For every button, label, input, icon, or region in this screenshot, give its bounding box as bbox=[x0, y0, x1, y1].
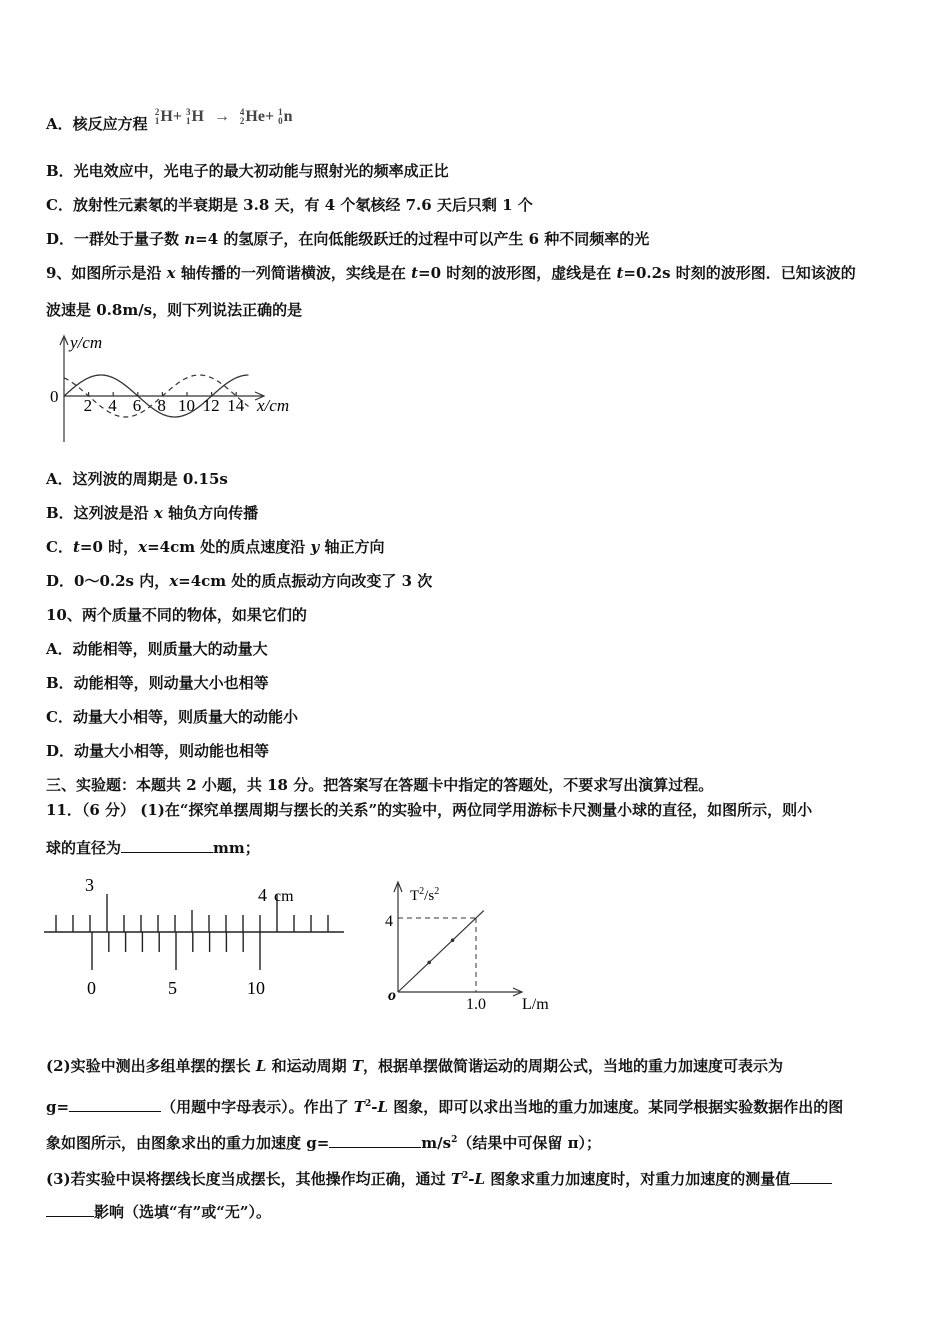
t2l-y-label-sup2: 2 bbox=[434, 886, 440, 897]
q9-var-t: t bbox=[411, 264, 419, 282]
q9-c-text: =0 时， bbox=[79, 538, 139, 556]
q11-p3-text: (3)若实验中误将摆线长度当成摆长，其他操作均正确，通过 bbox=[46, 1170, 451, 1188]
q9-option-d bbox=[46, 571, 432, 591]
vernier-caliper bbox=[44, 872, 354, 1002]
q9-b-text: B．这列波是沿 bbox=[46, 504, 154, 522]
q11-p2-unit: m/s bbox=[421, 1134, 452, 1152]
t2l-data-point bbox=[427, 961, 431, 965]
q11-p2-unit-sup: 2 bbox=[451, 1135, 458, 1145]
q9-text: =0.2s 时刻的波形图．已知该波的 bbox=[623, 264, 856, 282]
wave-x-tick-label: 10 bbox=[178, 396, 195, 415]
q8-option-c: C．放射性元素氡的半衰期是 3.8 天，有 4 个氡核经 7.6 天后只剩 1 个 bbox=[46, 196, 533, 214]
q8-option-a-label: A．核反应方程 bbox=[46, 115, 148, 133]
h2-charge: 1 bbox=[154, 116, 160, 127]
wave-x-label: x/cm bbox=[257, 396, 290, 415]
q9-c-var-t: t bbox=[72, 538, 80, 556]
plus-sign: + bbox=[172, 108, 182, 125]
q9-c-text: 轴正方向 bbox=[319, 538, 385, 556]
vernier-5: 5 bbox=[168, 978, 177, 998]
wave-x-tick-label: 8 bbox=[157, 396, 166, 415]
q11-p2-text: 和运动周期 bbox=[266, 1057, 352, 1075]
reaction-arrow: → bbox=[213, 108, 230, 125]
q9-var-t: t bbox=[616, 264, 624, 282]
plus-sign-2: + bbox=[264, 108, 275, 125]
nuclear-equation bbox=[155, 108, 293, 125]
q11-p3-text: 影响（选填“有”或“无”）。 bbox=[94, 1203, 272, 1221]
h3-symbol: H bbox=[191, 108, 204, 125]
wave-x-tick-label: 4 bbox=[108, 396, 117, 415]
q9-c-var-y: y bbox=[310, 538, 320, 556]
answer-blank-effect-part2[interactable] bbox=[46, 1202, 94, 1217]
main-scale-3: 3 bbox=[85, 875, 94, 895]
wave-x-tick-label: 12 bbox=[202, 396, 220, 415]
t2l-y-label-sup1: 2 bbox=[419, 886, 425, 897]
q9-option-a: A．这列波的周期是 0.15s bbox=[46, 470, 228, 488]
t2l-y-label bbox=[410, 886, 439, 904]
q11-p3-dash: - bbox=[468, 1170, 475, 1188]
q11-part2-line1 bbox=[46, 1056, 783, 1076]
t2l-data-line bbox=[398, 911, 484, 992]
q11-stem-line1: 11．（6 分） (1)在“探究单摆周期与摆长的关系”的实验中，两位同学用游标卡尺测量小球的直径，如图所示，则小 bbox=[46, 801, 813, 819]
he-mass: 4 bbox=[239, 107, 245, 118]
q8-d-text-2: =4 的氢原子，在向低能级跃迁的过程中可以产生 6 种不同频率的光 bbox=[195, 230, 650, 248]
vernier-0: 0 bbox=[87, 978, 96, 998]
main-scale-4: 4 bbox=[258, 885, 267, 905]
q11-p2-sup: 2 bbox=[364, 1099, 372, 1109]
q11-p2-var-T: T bbox=[351, 1057, 364, 1075]
q11-p2-text: （用题中字母表示）。作出了 bbox=[161, 1098, 354, 1116]
he-charge: 2 bbox=[239, 116, 245, 127]
q9-b-text-2: 轴负方向传播 bbox=[162, 504, 259, 522]
vernier-10: 10 bbox=[247, 978, 265, 998]
q9-stem-line1 bbox=[46, 263, 856, 283]
q11-p2-text: 图象，即可以求出当地的重力加速度。某同学根据实验数据作出的图 bbox=[388, 1098, 844, 1116]
t2l-origin: o bbox=[388, 987, 396, 1004]
q11-p2-var-L: L bbox=[377, 1098, 389, 1116]
main-scale-unit: cm bbox=[274, 888, 294, 905]
q9-b-var: x bbox=[153, 504, 163, 522]
q11-part2-line2 bbox=[46, 1094, 843, 1117]
q9-stem-line2: 波速是 0.8m/s，则下列说法正确的是 bbox=[46, 301, 303, 319]
q11-p2-text: ，根据单摆做简谐运动的周期公式，当地的重力加速度可表示为 bbox=[363, 1057, 784, 1075]
q9-d-text-2: =4cm 处的质点振动方向改变了 3 次 bbox=[178, 572, 433, 590]
q8-option-b: B．光电效应中，光电子的最大初动能与照射光的频率成正比 bbox=[46, 162, 449, 180]
h2-mass: 2 bbox=[154, 107, 160, 118]
q10-option-a: A．动能相等，则质量大的动量大 bbox=[46, 640, 268, 658]
answer-blank-g-formula[interactable] bbox=[69, 1097, 161, 1112]
t2l-x-value: 1.0 bbox=[466, 996, 486, 1013]
q8-option-a bbox=[46, 107, 293, 135]
q11-p3-var-T: T bbox=[450, 1170, 463, 1188]
q11-p3-text: 图象求重力加速度时，对重力加速度的测量值 bbox=[485, 1170, 791, 1188]
n-symbol: n bbox=[283, 108, 293, 125]
wave-origin: 0 bbox=[50, 387, 59, 406]
q11-part3-line1 bbox=[46, 1166, 832, 1189]
answer-blank-effect-part1[interactable] bbox=[790, 1169, 832, 1184]
h2-symbol: H bbox=[160, 108, 173, 125]
n-mass: 1 bbox=[278, 107, 283, 118]
answer-blank-g-value[interactable] bbox=[329, 1133, 421, 1148]
t2l-y-label-s: /s bbox=[424, 888, 435, 904]
q11-p2-var-L: L bbox=[255, 1057, 267, 1075]
q9-text: 轴传播的一列简谐横波，实线是在 bbox=[175, 264, 412, 282]
q10-option-b: B．动能相等，则动量大小也相等 bbox=[46, 674, 269, 692]
q8-option-d bbox=[46, 229, 649, 249]
q9-text: 9、如图所示是沿 bbox=[46, 264, 167, 282]
q10-option-c: C．动量大小相等，则质量大的动能小 bbox=[46, 708, 298, 726]
wave-chart bbox=[44, 330, 314, 450]
wave-y-label: y/cm bbox=[70, 333, 103, 352]
q9-var-x: x bbox=[166, 264, 176, 282]
q11-p2-text: g= bbox=[46, 1098, 70, 1116]
q8-d-var: n bbox=[184, 230, 196, 248]
q9-option-c bbox=[46, 537, 385, 557]
q11-stem-line2 bbox=[46, 838, 260, 858]
q11-part3-line2 bbox=[46, 1202, 271, 1222]
q11-p3-var-L: L bbox=[474, 1170, 486, 1188]
t2-l-chart bbox=[382, 876, 562, 1016]
q9-c-var-x: x bbox=[138, 538, 148, 556]
q11-p2-text: 象如图所示，由图象求出的重力加速度 g= bbox=[46, 1134, 330, 1152]
q9-option-b bbox=[46, 503, 258, 523]
q10-option-d: D．动量大小相等，则动能也相等 bbox=[46, 742, 270, 760]
q11-text: 球的直径为 bbox=[46, 839, 122, 857]
q11-p2-dash: - bbox=[371, 1098, 378, 1116]
q11-part2-line3 bbox=[46, 1130, 601, 1153]
he-symbol: He bbox=[245, 108, 265, 125]
q10-stem: 10、两个质量不同的物体，如果它们的 bbox=[46, 606, 307, 624]
q11-p2-text: (2)实验中测出多组单摆的摆长 bbox=[46, 1057, 256, 1075]
q8-d-text: D．一群处于量子数 bbox=[46, 230, 185, 248]
q9-d-var: x bbox=[169, 572, 179, 590]
t2l-x-label: L/m bbox=[522, 996, 549, 1013]
q9-c-text: =4cm 处的质点速度沿 bbox=[147, 538, 311, 556]
q9-text: =0 时刻的波形图，虚线是在 bbox=[418, 264, 617, 282]
wave-x-tick-label: 14 bbox=[227, 396, 245, 415]
t2l-y-label-t: T bbox=[410, 888, 420, 904]
n-charge: 0 bbox=[278, 116, 283, 127]
q11-text: mm； bbox=[213, 839, 260, 857]
answer-blank-diameter[interactable] bbox=[121, 838, 213, 853]
wave-x-tick-label: 2 bbox=[83, 396, 93, 415]
q9-d-text: D．0～0.2s 内， bbox=[46, 572, 170, 590]
wave-x-tick-label: 6 bbox=[132, 396, 142, 415]
t2l-data-point bbox=[451, 938, 455, 942]
q11-p2-var-T: T bbox=[353, 1098, 365, 1116]
q9-c-text: C． bbox=[46, 538, 73, 556]
t2l-y-value: 4 bbox=[385, 913, 393, 930]
h3-charge: 1 bbox=[185, 116, 191, 127]
q11-p3-sup: 2 bbox=[462, 1171, 469, 1181]
h3-mass: 3 bbox=[185, 107, 191, 118]
q11-p2-text: （结果中可保留 π）； bbox=[457, 1134, 602, 1152]
section-3-heading: 三、实验题：本题共 2 小题，共 18 分。把答案写在答题卡中指定的答题处，不要求写出演算过程。 bbox=[46, 776, 714, 794]
